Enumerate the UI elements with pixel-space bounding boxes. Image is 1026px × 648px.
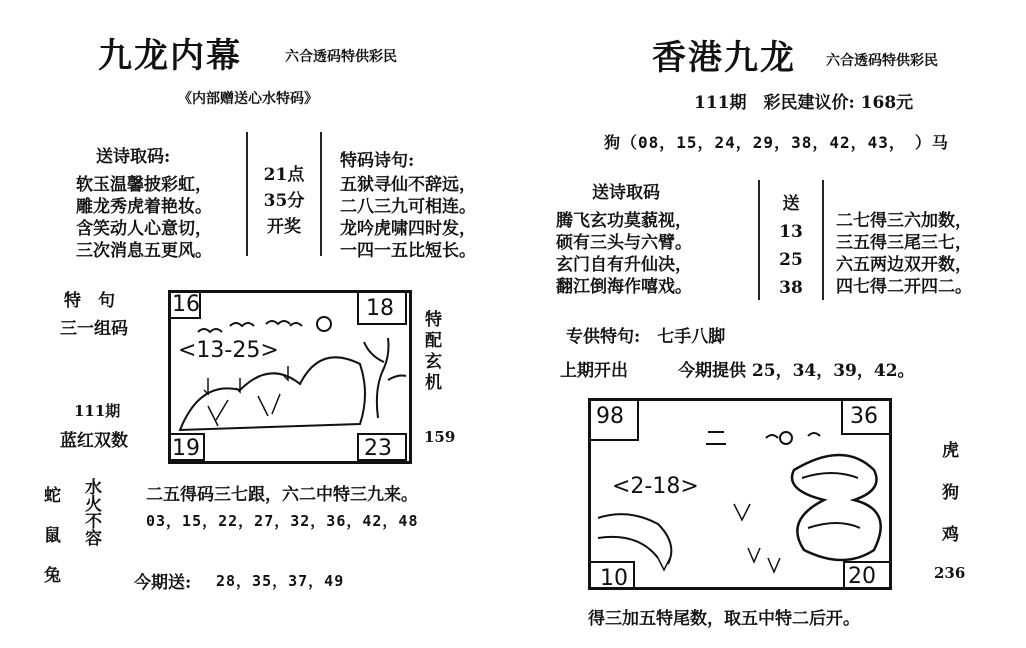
left-issue: 111期 [74,402,121,420]
draw-label: 开奖 [267,217,301,237]
left-subtitle: 六合透码特供彩民 [285,49,397,65]
right-poem-line: 翻江倒海作嘻戏。 [556,277,692,297]
right-rule-line: 三五得三尾三七， [836,233,972,253]
left-poem-line: 三次消息五更风。 [76,241,212,261]
today-numbers: 28，35，37，49 [216,572,345,590]
right-poem [556,210,692,298]
pic-corner-tl: 16 [172,292,200,317]
right-box-item: 25 [779,250,803,270]
pic-corner-bl: 19 [172,436,200,461]
rpic-handwritten-range: <2-18> [612,474,699,499]
right-rule-line: 二七得三六加数， [836,211,972,231]
right-box-item: 38 [779,278,803,298]
left-code-poem [340,174,476,262]
left-code-poem-heading: 特码诗句: [340,151,415,171]
code-poem-line: 五狱寻仙不辞远， [340,175,476,195]
rpic-corner-br: 20 [848,564,876,589]
left-center-box-text [254,162,314,240]
zodiac-item: 兔 [44,566,61,586]
left-poem-heading: 送诗取码: [96,147,171,167]
right-poem-line: 硕有三头与六臂。 [556,233,692,253]
zodiac-item: 蛇 [44,486,61,506]
right-top-numbers: 狗（08，15，24，29，38，42，43， ）马 [604,133,949,152]
left-poem-line: 软玉温馨披彩虹， [76,175,212,195]
zodiac-item: 狗 [942,483,959,503]
code-poem-line: 龙吟虎啸四时发， [340,219,476,239]
right-side-number: 236 [934,564,966,582]
left-side-number: 159 [424,428,456,446]
pic-handwritten-range: <13-25> [178,338,279,363]
elements-vertical: 水火不容 [81,478,101,546]
right-bottom-line: 得三加五特尾数，取五中特二后开。 [588,609,860,629]
right-issue-price: 111期 彩民建议价: 168元 [694,93,914,113]
right-box-item: 送 [782,194,800,214]
right-special-line: 专供特句: 七手八脚 [566,327,726,347]
special-phrase-label: 特 句 [64,291,115,311]
left-number-list: 03，15，22，27，32，36，42，48 [146,512,419,530]
color-hint: 蓝红双数 [60,431,128,451]
side-vertical-text: 特配玄机 [421,310,441,394]
zodiac-left [44,476,61,596]
draw-time-minute: 35分 [263,191,305,211]
pic-corner-br: 23 [364,436,392,461]
prev-label: 上期开出 [560,361,628,381]
right-poem-line: 玄门自有升仙决， [556,255,692,275]
left-note: 《内部赠送心水特码》 [178,91,318,107]
zodiac-right [942,430,959,556]
draw-time-hour: 21点 [263,165,305,185]
left-rule-line: 二五得码三七跟，六二中特三九来。 [146,485,418,505]
today-label: 今期送: [134,573,192,593]
left-title: 九龙内幕 [98,36,242,76]
right-poem-heading: 送诗取码 [592,183,660,203]
right-rule-line: 四七得二开四二。 [836,277,972,297]
right-poem-line: 腾飞玄功莫藐视， [556,211,692,231]
right-subtitle: 六合透码特供彩民 [826,53,938,69]
prev-text: 今期提供 25，34，39，42。 [678,361,915,381]
rpic-corner-bl: 10 [600,566,628,591]
left-poem-line: 雕龙秀虎着艳妆。 [76,197,212,217]
left-poem [76,174,212,262]
rpic-corner-tr: 36 [850,404,878,429]
zodiac-item: 鼠 [44,526,61,546]
right-title: 香港九龙 [652,38,796,78]
right-box-item: 13 [779,222,803,242]
rpic-corner-tl: 98 [596,404,624,429]
code-poem-line: 一四一五比短长。 [340,241,476,261]
right-rule-lines [836,210,972,298]
zodiac-item: 鸡 [942,525,959,545]
special-phrase: 三一组码 [60,319,128,339]
right-rule-line: 六五两边双开数， [836,255,972,275]
pic-corner-tr: 18 [366,296,394,321]
left-poem-line: 含笑动人心意切， [76,219,212,239]
zodiac-item: 虎 [942,441,959,461]
code-poem-line: 二八三九可相连。 [340,197,476,217]
right-box-items [766,190,816,302]
